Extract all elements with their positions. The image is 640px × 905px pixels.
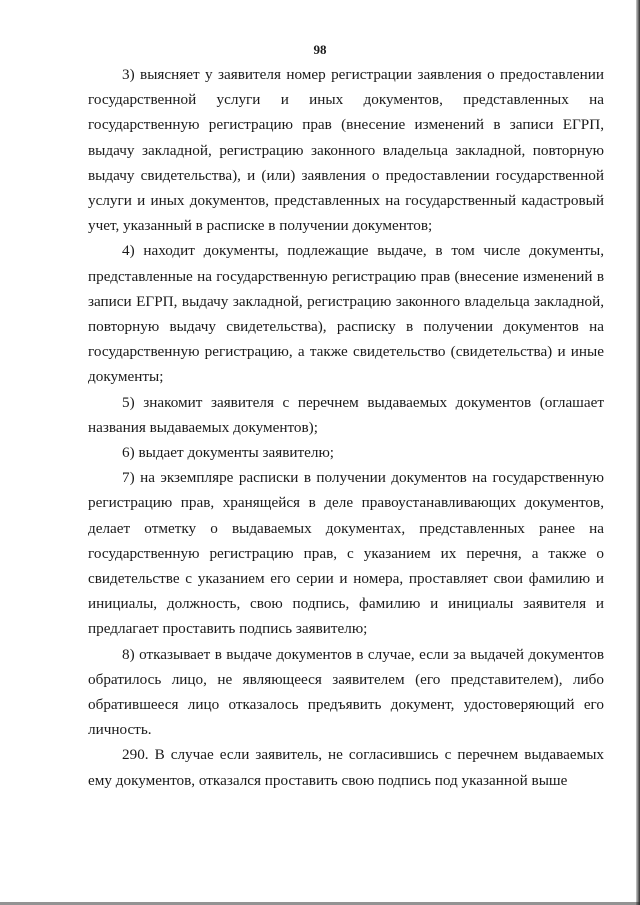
paragraph-item-6: 6) выдает документы заявителю; (122, 444, 335, 462)
paragraph-item-5: 5) знакомит заявителя с перечнем выдаваемых документов (оглашает названия выдаваемых документов); (88, 393, 604, 436)
paragraph-item-3: 3) выясняет у заявителя номер регистрации заявления о предоставлении государственной услуги и иных документов, представленных на государственную регистрацию прав (внесение изменений в записи ЕГРП, выдачу закладной, регистрацию законного владельца закладной, повторную выдачу свидетельства), и (или) заявления о предоставлении государственной услуги и иных документов, представленных на государственный кадастровый учет, указанный в расписке в получении документов; (88, 66, 604, 235)
page-number: 98 (313, 42, 327, 57)
paragraph-item-7: 7) на экземпляре расписки в получении документов на государственную регистрацию прав, хранящейся в деле правоустанавливающих документов, делает отметку о выдаваемых документах, представленных ранее на государственную регистрацию прав, с указанием их перечня, а также о свидетельстве с указанием его серии и номера, проставляет свои фамилию и инициалы, должность, свою подпись, фамилию и инициалы заявителя и предлагает проставить подпись заявителю; (88, 469, 604, 638)
paragraph-item-4: 4) находит документы, подлежащие выдаче, в том числе документы, представленные на государственную регистрацию прав (внесение изменений в записи ЕГРП, выдачу закладной, регистрацию законного владельца закладной, повторную выдачу свидетельства), расписку в получении документов на государственную регистрацию, а также свидетельство (свидетельства) и иные документы; (88, 242, 604, 386)
paragraph-290: 290. В случае если заявитель, не согласившись с перечнем выдаваемых ему документов, отказался проставить свою подпись под указанной выше (88, 746, 604, 789)
page-body (88, 62, 604, 793)
paragraph-item-8: 8) отказывает в выдаче документов в случае, если за выдачей документов обратилось лицо, не являющееся заявителем (его представителем), либо обратившееся лицо отказалось предъявить документ, удостоверяющий его личность. (88, 645, 604, 739)
scan-edge-shadow (636, 0, 640, 905)
